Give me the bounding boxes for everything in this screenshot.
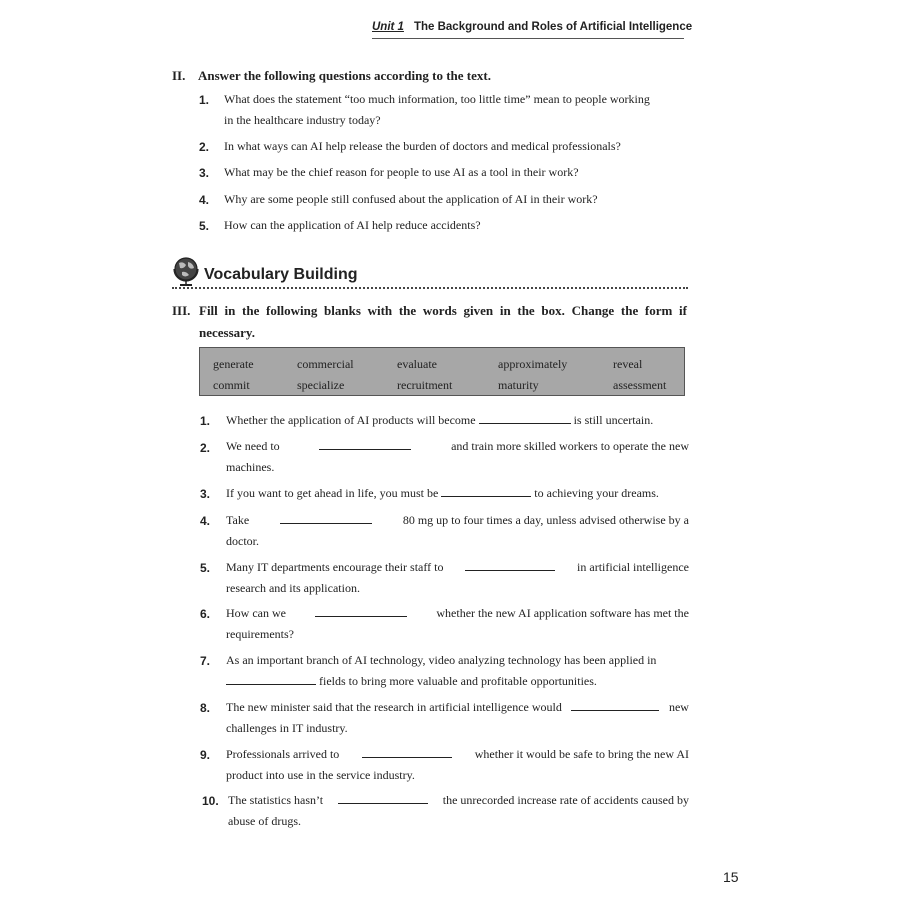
- question-text: How can the application of AI help reduce accidents?: [224, 218, 481, 232]
- answer-blank[interactable]: [465, 558, 555, 571]
- question-number: 2.: [199, 140, 210, 154]
- unit-title: The Background and Roles of Artificial Intelligence: [413, 21, 693, 33]
- answer-blank[interactable]: [338, 791, 428, 804]
- exercise-number: 2.: [200, 441, 211, 455]
- running-header: [372, 21, 692, 33]
- word-item: approximately: [498, 357, 568, 371]
- exercise-text: Many IT departments encourage their staff to in artificial intelligence research and its application.: [226, 560, 689, 595]
- question-text: What may be the chief reason for people to use AI as a tool in their work?: [224, 165, 579, 179]
- answer-blank[interactable]: [441, 484, 531, 497]
- exercise-text: Professionals arrived to whether it would be safe to bring the new AI product into use in the service industry.: [226, 747, 689, 782]
- word-item: generate: [213, 357, 254, 371]
- answer-blank[interactable]: [315, 604, 407, 617]
- section-3-heading-cont: necessary.: [199, 325, 255, 340]
- question-text: [224, 89, 687, 131]
- question-number: 3.: [199, 166, 210, 180]
- exercise-text: Take 80 mg up to four times a day, unless advised otherwise by a doctor.: [226, 513, 689, 548]
- header-divider: [372, 38, 684, 39]
- answer-blank[interactable]: [319, 437, 411, 450]
- exercise-number: 1.: [200, 414, 211, 428]
- word-item: maturity: [498, 378, 539, 392]
- answer-blank[interactable]: [280, 511, 372, 524]
- exercise-text: The new minister said that the research in artificial intelligence would new challenges in IT industry.: [226, 700, 689, 735]
- exercise-number: 3.: [200, 487, 211, 501]
- exercise-text: The statistics hasn’t the unrecorded increase rate of accidents caused by abuse of drugs.: [228, 793, 689, 828]
- dotted-divider: [172, 287, 688, 289]
- word-item: commercial: [297, 357, 354, 371]
- exercise-number: 9.: [200, 748, 211, 762]
- question-number: 1.: [199, 93, 210, 107]
- exercise-text: Whether the application of AI products will become is still uncertain.: [226, 413, 654, 427]
- unit-label: Unit 1: [372, 21, 404, 33]
- answer-blank[interactable]: [479, 411, 571, 424]
- word-item: reveal: [613, 357, 643, 371]
- exercise-number: 8.: [200, 701, 211, 715]
- vocabulary-building-title: Vocabulary Building: [204, 266, 358, 283]
- answer-blank[interactable]: [571, 698, 659, 711]
- question-number: 4.: [199, 193, 210, 207]
- exercise-number: 5.: [200, 561, 211, 575]
- answer-blank[interactable]: [226, 672, 316, 685]
- exercise-number: 10.: [202, 794, 219, 808]
- section-3-heading: Fill in the following blanks with the words given in the box. Change the form if: [199, 303, 687, 318]
- exercise-number: 4.: [200, 514, 211, 528]
- question-text: Why are some people still confused about the application of AI in their work?: [224, 192, 598, 206]
- word-item: recruitment: [397, 378, 453, 392]
- section-2-numeral: II.: [172, 68, 186, 83]
- word-item: specialize: [297, 378, 345, 392]
- question-number: 5.: [199, 219, 210, 233]
- word-item: commit: [213, 378, 250, 392]
- question-line: in the healthcare industry today?: [224, 113, 381, 127]
- exercise-text: How can we whether the new AI application software has met the requirements?: [226, 606, 689, 641]
- exercise-number: 6.: [200, 607, 211, 621]
- question-text: In what ways can AI help release the burden of doctors and medical professionals?: [224, 139, 621, 153]
- exercise-text: As an important branch of AI technology, video analyzing technology has been applied in fields to bring more valuable and profitable opportunities.: [226, 653, 657, 688]
- question-line: What does the statement “too much information, too little time” mean to people working: [224, 92, 650, 106]
- section-3-numeral: III.: [172, 303, 191, 318]
- exercise-text: If you want to get ahead in life, you must be to achieving your dreams.: [226, 486, 659, 500]
- word-box: [199, 347, 685, 396]
- answer-blank[interactable]: [362, 745, 452, 758]
- section-2-heading: Answer the following questions according to the text.: [198, 68, 491, 83]
- word-item: evaluate: [397, 357, 437, 371]
- exercise-text: We need to and train more skilled workers to operate the new machines.: [226, 439, 689, 474]
- word-item: assessment: [613, 378, 667, 392]
- page-number: 15: [723, 869, 739, 885]
- exercise-number: 7.: [200, 654, 211, 668]
